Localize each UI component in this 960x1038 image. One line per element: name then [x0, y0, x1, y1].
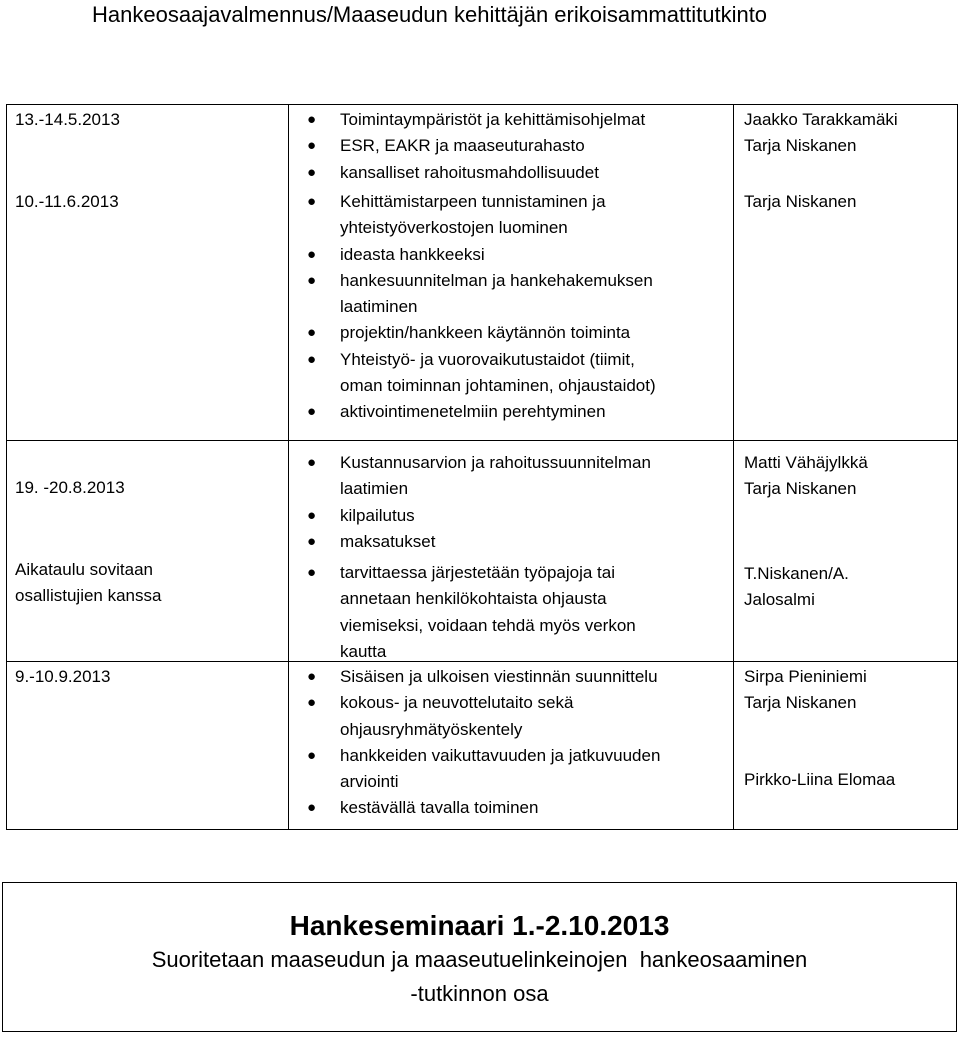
seminar-line: -tutkinnon osa — [410, 981, 549, 1006]
date-text: 9.-10.9.2013 — [15, 667, 111, 686]
topic-item: ● kokous- ja neuvottelutaito sekä ohjausryhmätyöskentely — [340, 690, 660, 743]
row-3-topics — [307, 450, 651, 665]
bullet-icon: ● — [307, 271, 317, 289]
bullet-icon: ● — [307, 668, 317, 685]
row-divider — [7, 440, 957, 441]
person-name: Tarja Niskanen — [744, 192, 857, 211]
bullet-icon: ● — [307, 506, 317, 524]
topic-item: ● Kustannusarvion ja rahoitussuunnitelman laatimien — [340, 450, 651, 503]
topic-item: ● tarvittaessa järjestetään työpajoja tai annetaan henkilökohtaista ohjausta viemiseksi, voidaan tehdä myös verkon kautta — [340, 560, 651, 665]
bullet-icon: ● — [307, 193, 317, 210]
row-1-people — [744, 107, 898, 160]
topic-list — [307, 107, 646, 186]
row-2-dates — [15, 189, 119, 215]
note-text: Aikataulu sovitaan — [15, 560, 153, 579]
bullet-icon: ● — [307, 746, 317, 764]
column-divider — [733, 105, 734, 829]
bullet-icon: ● — [307, 245, 317, 263]
topic-item: ● projektin/hankkeen käytännön toiminta — [340, 320, 656, 346]
topic-item: ● kilpailutus — [340, 503, 651, 529]
row-3-people — [744, 450, 868, 613]
topic-item: ● ideasta hankkeeksi — [340, 242, 656, 268]
row-3-note — [15, 557, 161, 610]
topic-item: ● Sisäisen ja ulkoisen viestinnän suunnittelu — [340, 664, 660, 690]
person-name: T.Niskanen/A. — [744, 563, 849, 583]
topic-item: ● Yhteistyö- ja vuorovaikutustaidot (tiimit, oman toiminnan johtaminen, ohjaustaidot) — [340, 347, 656, 400]
topic-item: ● Toimintaympäristöt ja kehittämisohjelmat — [340, 107, 645, 133]
person-name: Tarja Niskanen — [744, 693, 857, 713]
person-name: Sirpa Pieniniemi — [744, 667, 867, 686]
bullet-icon: ● — [307, 799, 317, 817]
schedule-table — [6, 104, 958, 830]
bullet-icon: ● — [307, 163, 317, 181]
topic-list — [307, 189, 656, 426]
person-name: Jaakko Tarakkamäki — [744, 110, 898, 129]
row-2-people — [744, 189, 856, 215]
topic-item: ● hankesuunnitelman ja hankehakemuksen laatiminen — [340, 268, 656, 321]
bullet-icon: ● — [307, 454, 317, 471]
topic-list — [307, 664, 661, 822]
date-text: 10.-11.6.2013 — [15, 192, 119, 211]
topic-item: ● kansalliset rahoitusmahdollisuudet — [340, 160, 645, 186]
person-name: Tarja Niskanen — [744, 136, 857, 156]
row-2-topics — [307, 189, 656, 426]
seminar-line: Suoritetaan maaseudun ja maaseutuelinkeinojen hankeosaaminen — [151, 947, 808, 972]
bullet-icon: ● — [307, 564, 317, 582]
row-4-dates — [15, 664, 110, 690]
topic-item: ● Kehittämistarpeen tunnistaminen ja yhteistyöverkostojen luominen — [340, 189, 656, 242]
bullet-icon: ● — [307, 532, 317, 550]
bullet-icon: ● — [307, 694, 317, 712]
bullet-icon: ● — [307, 350, 317, 368]
row-1-topics — [307, 107, 646, 186]
person-name: Pirkko-Liina Elomaa — [744, 769, 896, 789]
row-4-topics — [307, 664, 661, 822]
seminar-title: Hankeseminaari 1.-2.10.2013 — [289, 910, 670, 941]
topic-item: ● ESR, EAKR ja maaseuturahasto — [340, 133, 645, 159]
topic-list — [307, 450, 651, 665]
row-1-dates — [15, 107, 120, 133]
bullet-icon: ● — [307, 403, 317, 421]
seminar-description — [3, 943, 956, 1011]
column-divider — [288, 105, 289, 829]
bullet-icon: ● — [307, 324, 317, 342]
person-name: Matti Vähäjylkkä — [744, 453, 868, 472]
topic-item: ● maksatukset — [340, 529, 651, 555]
row-4-people — [744, 664, 895, 793]
topic-item: ● hankkeiden vaikuttavuuden ja jatkuvuuden arviointi — [340, 743, 660, 796]
bullet-icon: ● — [307, 137, 317, 155]
bullet-icon: ● — [307, 111, 317, 128]
seminar-box — [2, 882, 957, 1032]
topic-item: ● aktivointimenetelmiin perehtyminen — [340, 399, 656, 425]
row-3-dates — [15, 475, 125, 501]
page-title: Hankeosaajavalmennus/Maaseudun kehittäjän erikoisammattitutkinto — [92, 2, 768, 27]
date-text: 19. -20.8.2013 — [15, 478, 125, 497]
date-text: 13.-14.5.2013 — [15, 110, 120, 129]
note-text: osallistujien kanssa — [15, 586, 162, 606]
person-name: Jalosalmi — [744, 589, 815, 609]
person-name: Tarja Niskanen — [744, 479, 857, 499]
topic-item: ● kestävällä tavalla toiminen — [340, 795, 660, 821]
